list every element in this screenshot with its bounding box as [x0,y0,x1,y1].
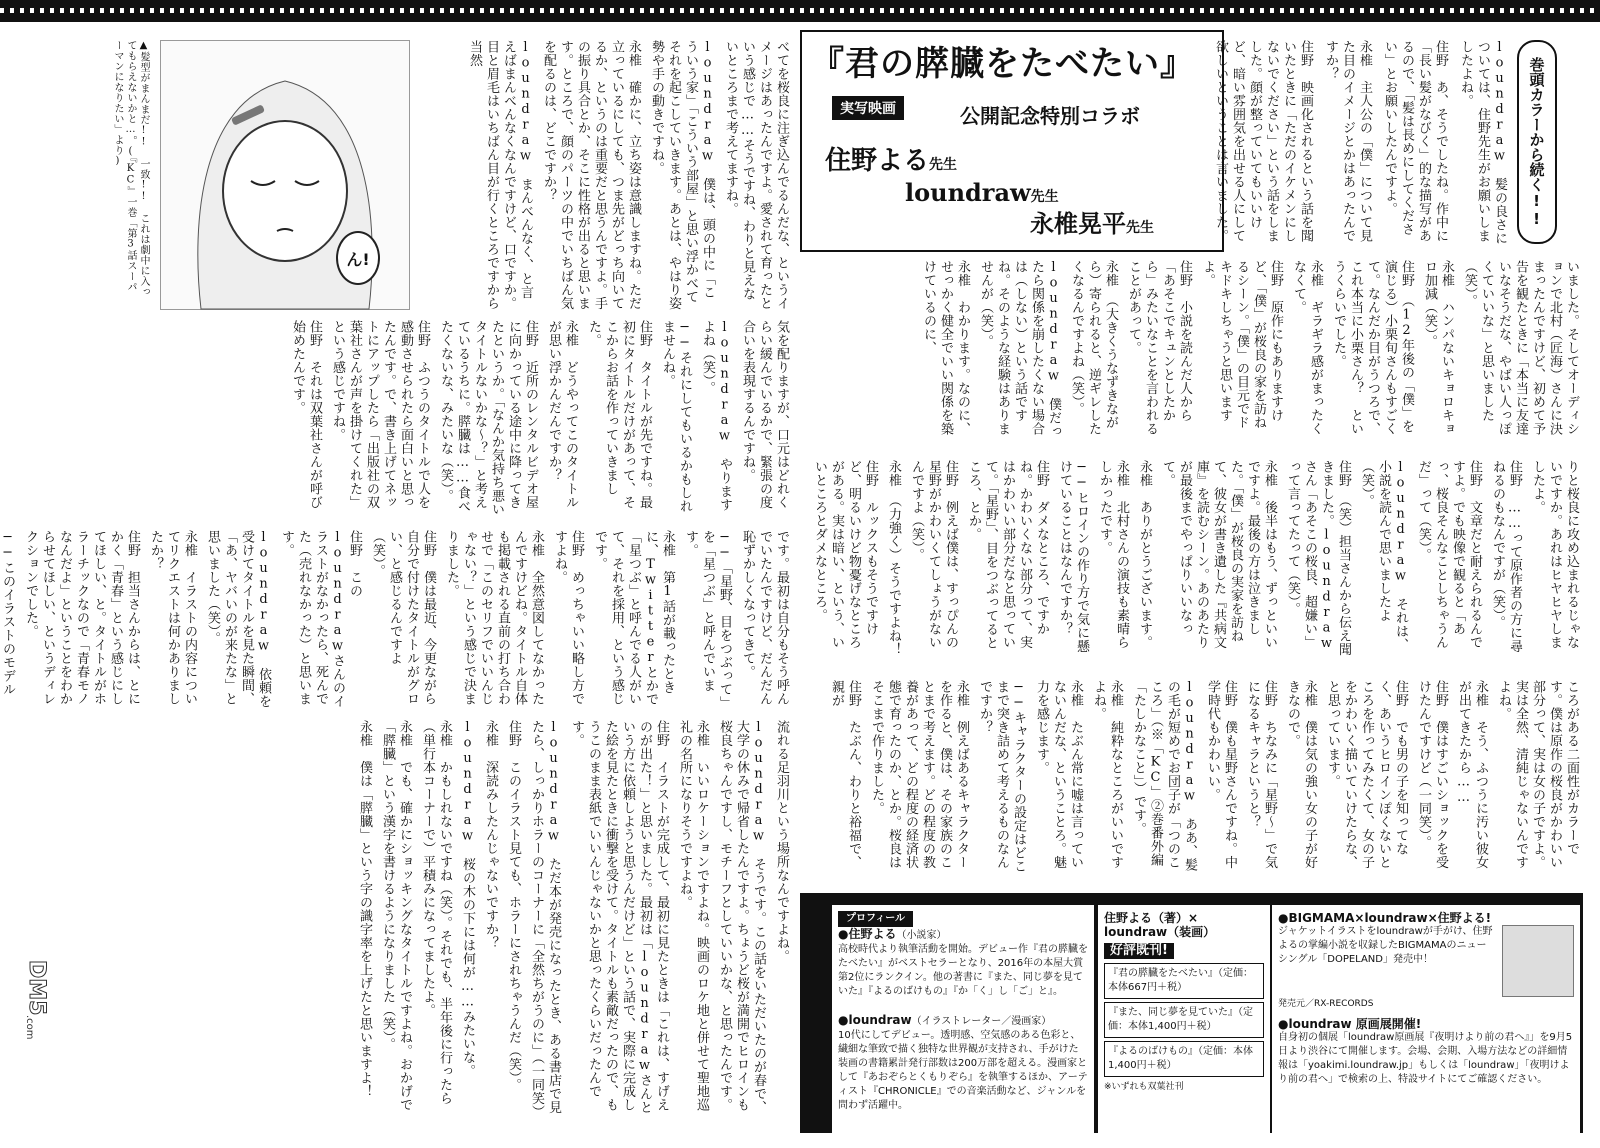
paragraph: 永椎 ありがとうございます。 [1137,460,1152,649]
paragraph: 住野 めっちゃいい略し方ですよね。 [552,530,584,706]
feature-subtitle: 公開記念特別コラボ [960,104,1140,128]
exhibit-text: 自身初の個展「loundraw原画展『夜明けより前の君へ』」を9月5日より渋谷にて開催します。会場、会期、入場方法などの詳細情報は「yoakimi.loundraw.jp」もしくは「loundraw」「夜明けより前の君へ」で検索の上、特設サイトにてご確認ください。 [1278,1032,1573,1085]
paragraph: 永椎 （大きくうなずきながら）寄られると、逆ギレしたくなるんですよね（笑）。 [1069,260,1118,436]
paragraph: loundraw やりますよね（笑）。 [700,320,732,512]
text-block-left-tier3 [40,720,790,1120]
profile-text-loundraw: 10代にしてデビュー。透明感、空気感のある色彩と、繊細な筆致で描く独特な世界観が支持され、手がけた装画の書籍累計発行部数は200万部を超える。漫画家として『あおぞらとくもりぞら』を執筆するほか、アーティスト『CHRONICLE』での音楽活動など、ジャンルを問わず活躍中。 [838,1030,1088,1111]
paragraph: 住野 担当さんからは、とにかく「青春」という感じにしてほしい、と。タイトルがホラーチックなので「青春モノなんだよ」ということをわからせてほしい、というディレクションでした。 [23,530,140,706]
paragraph: 住野 ルックスもそうですけど、明るいけど物憂げなところがある。実は暗い、という、いいところとダメなところ。 [812,460,878,649]
paragraph: ころがある二面性がカラーです。僕は原作の桜良がかわいい部分って、実は女の子ですよ。実は全然、清純じゃないんですよね。 [1496,680,1579,869]
books-badge: 好評既刊! [1104,943,1174,959]
paragraph: 住野 このloundrawさんのイラストがなかったら、死んでた（売れなかった）と思います。 [279,530,362,708]
paragraph: 永椎 第1話が載ったときに、Twitterとかで「星つぶ」と呼んでる人がいて、それを採用、という感じです。 [592,530,675,706]
profile-name-sumino: ●住野よる [838,927,897,941]
book-item: 『君の膵臓をたべたい』（定価：本体667円＋税） [1104,963,1264,999]
paragraph: 住野 文章だと耐えられるんですよ。でも映像で観ると「あっ、桜良そんなことしちゃうんだ」って（笑）。 [1416,460,1482,649]
illustration-caption: ▲髪型がまんまだ!! 一致!! これは劇中に入ってもらえないかと…。(『KC』一巻「第3話スーパーマンになりたい」より) [112,40,149,297]
text-block-right-top [1213,40,1508,255]
speech-bubble: ん! [336,231,380,285]
paragraph: loundraw 僕だったら関係を崩したくない場合は（しない）という話ですね。そのような経験はありませんが（笑）。 [978,260,1061,438]
watermark-text: DM5 [24,960,49,1016]
collab-text: ジャケットイラストをloundrawが手がけ、住野よるの掌編小説を収録したBIGMAMAのニューシングル「DOPELAND」発売中！ [1278,926,1493,965]
paragraph: 気を配りますが、口元はどれくらい緩んでいるかで、緊張の度合いを表現するんですね。 [740,320,789,509]
paragraph: 住野 （笑）担当さんから伝え聞きました。loundrawさん「あそこの桜良、超嫌い」って言ってたって（笑）。 [1285,460,1351,656]
feature-title: 『君の膵臓をたべたい』 [810,44,1195,84]
paragraph: 永椎 全然意図してなかったんですけどね。タイトル自体も掲載される直前の打ち合わせで「このセリフでいいんじゃない？」という感じで決まりました。 [444,530,544,706]
paragraph: 住野 （12年後の「僕」を演じる）小栗旬さんもすごくて。なんだか目がうつろで、これ本当に小栗さん？ というくらいでした。 [1331,260,1414,436]
paragraph: ──それにしてもいるかもしれませんね。 [660,320,692,513]
paragraph: 永椎 深読みしたんじゃないですか？ [483,720,498,950]
paragraph: 流れる足羽川という場所なんですよね。 [774,720,789,963]
paragraph: 住野 ……って原作者の方に尋ねるのもなんですが（笑）。 [1490,460,1522,653]
paragraph: 住野 タイトルが先ですね。最初にタイトルだけがあって、そこからお話を作っていきました。 [586,320,652,509]
author-nagashii: 永椎晃平先生 [1030,209,1154,238]
paragraph: 永椎 僕は「膵臓」という字の識字率を上げたと思いますよ！ [357,720,372,1098]
dopeland-jacket-image [1502,925,1574,997]
watermark-sub: .com [24,1015,35,1041]
paragraph: 永椎 （力強く）そうですよね！ [886,460,901,656]
paragraph: loundraw ただ本が発売になったとき、ある書店で見たら、しっかりホラーのコーナーに「全然ちがうのに」（一同笑） [529,720,561,1119]
continued-banner: 巻頭カラーから続く!! [1517,40,1557,244]
paragraph: 永椎 北村さんの演技も素晴らしかったです。 [1097,460,1129,649]
text-block-left-top [420,40,790,310]
paragraph: ──「星野、目をつぶって」を「星つぶ」と呼んでいます。 [683,530,732,710]
paragraph: loundraw 桜の木の下には何が……みたいな。 [460,720,475,1078]
paragraph: 永椎 純粋なところがいいですよね。 [1091,680,1123,869]
feature-tag: 実写映画 [832,96,904,120]
paragraph: 永椎 でも、確かにショッキングなタイトルですよね。おかげで「膵臓」という漢字を書けるようになりました（笑）。 [380,720,412,1112]
paragraph: 住野 映画化されるという話を聞いたときに「ただのイケメンにしないでください」という話をしました。顔が整っていてもいいけど、暗い雰囲気を出せる人にして欲しいということは言いました。 [1213,40,1313,243]
paragraph: 永椎 主人公の「僕」について見た目のイメージとかはあったんですか？ [1323,40,1372,243]
profile-role-sumino: （小説家） [896,930,947,941]
text-block-left-tier2 [0,530,790,710]
text-block-right-tier1 [840,260,1580,440]
paragraph: 住野 たぶん、わりと裕福で、親が [829,680,861,869]
manga-panel-illustration [160,40,410,310]
profile-panel [832,905,1094,1137]
paragraph: 永椎 例えばあるキャラクターを作ると、僕は、その家族のことまで考えます。どの程度の教養があって、どの程度の経済状態で育ったのか、とか。桜良はそこまで作りました。 [869,680,969,869]
text-block-left-tier1 [40,320,790,520]
profile-label: プロフィール [838,911,913,927]
paragraph: べてを桜良に注ぎ込んでるんだな、というイメージはあったんですよ。愛されて育ったという感じで……そうですね、わりと見えないところまで考えてますね。 [723,40,789,310]
text-block-right-tier3 [829,680,1580,880]
paragraph: loundraw 僕は、頭の中に「こういう家」「こういう部屋」と思い浮かべてそれを起こしていきます。あとは、やはり姿勢や手の動きですね。 [649,40,715,310]
paragraph: 住野 ふつうのタイトルで人を感動させられたら面白いと思ったんです。で、書き上げてネットにアップしたら「出版社の双葉社さんが声を掛けてくれた」という感じですね。 [330,320,430,509]
paragraph: 永椎 イラストの内容についてリクエストは何かありましたか？ [148,530,197,706]
paragraph: 永椎 わかります。なのに、せっかく健全でいい関係を築けているのに、 [921,260,970,436]
paragraph: 住野 原作にもありますけど、「僕」が桜良の家を訪ねるシーン。「僕」の目元でドキドキしちゃうと思いますよ。 [1200,260,1283,429]
text-block-right-tier2 [812,460,1580,660]
books-note: ※いずれも双葉社刊 [1104,1082,1184,1092]
collab-header: ●BIGMAMA×loundraw×住野よる! [1278,911,1492,925]
top-dotted-border [0,0,1600,22]
paragraph: いました。そしてオーディションで北村（匠海）さんに決まったんですけど、初めて予告を観たときに「本当に友達いなそうだな、やばい人っぽくていいな」と思いました（笑）。 [1462,260,1579,436]
paragraph: 住野 近所のレンタルビデオ屋に向かっている途中に降ってきたというか。「なんか気持ち悪いタイトルないかな～？」と考えているうちに。膵臓は……食べたくないな、みたいな（笑）。 [438,320,538,516]
paragraph: 住野 小説を読んだ人から「あそこでキュンとしたから」みたいなことを言われることがあって。 [1126,260,1192,436]
paragraph: 永椎 そう、ふつうに汚い彼女が出てきたから…… [1456,680,1488,869]
paragraph: 住野 イラストが完成して、最初に見たときは「これは、すげえのが出た！」と思いました。最初は「loundrawさんという方に依頼しようと思うんだけど」という話で、実際に完成した絵を見たときに衝撃を受けて。タイトルも素敵だったので、もうこのまま表紙でいいんじゃないかと思ったくらいだったんです。 [569,720,669,1114]
profile-role-loundraw: （イラストレーター／漫画家） [911,1016,1052,1027]
paragraph: loundraw 依頼を受けてタイトルを見た瞬間、「あ、ヤバいのが来たな」と思いました（笑）。 [205,530,271,708]
paragraph: ──ヒロインの作り方で気に懸けていることはなんですか？ [1057,460,1089,653]
paragraph: 住野 僕はすごいショックを受けたんですけど（一同笑）。 [1416,680,1448,869]
paragraph: 住野 ダメなところ、ですかね。かわいくない部分って、実はかわいい部分だなと思っていて。「星野」、目をつぶってるところ、とか。 [966,460,1049,650]
author-sumino: 住野よる先生 [825,146,958,176]
paragraph: 住野 あ、そうでしたね。作中に「長い髪がなびく」的な描写があるので、「髪は長めにしてください」とお願いしたんですよ。 [1382,40,1448,243]
paragraph: loundraw 髪の良さについては、住野先生がお願いしましたよね。 [1458,40,1507,245]
paragraph: 住野 僕も星野さんですね。中学時代もかわいい。 [1205,680,1237,869]
exhibit-header: ●loundraw 原画展開催! [1278,1017,1422,1031]
paragraph: 永椎 ギラギラ感がまったくなくて。 [1291,260,1323,436]
paragraph: です。最初は自分もそう呼んでいたんですけど、だんだん恥ずかしくなってきて。 [740,530,789,706]
paragraph: loundraw ああ、髪の毛が短めでお団子が「つのこころ」（※「KC」②巻番外編「たしかなこと」）です。 [1131,680,1197,872]
paragraph: ──キャラクターの設定はどこまで突き詰めて考えるものなんですか？ [977,680,1026,873]
books-header: 住野よる（著）× loundraw（装画） [1104,911,1216,939]
profile-name-loundraw: ●loundraw [838,1013,912,1027]
paragraph: loundraw それは、小説を読んで思いましたよ（笑）。 [1359,460,1408,652]
paragraph: 住野 例えば僕は、すっぴんの星野がかわいくてしょうがないんですよ（笑）。 [909,460,958,649]
dm5-watermark-logo [24,960,49,1040]
paragraph: 永椎 いいロケーションですよね。映画のロケ地と併せて聖地巡礼の名所になりそうですよね。 [677,720,709,1112]
book-item: 『よるのばけもの』（定価：本体1,400円＋税） [1104,1041,1264,1077]
paragraph: loundraw まんべんなく、と言えばまんべんなくなんですけど、口ですか。目と眉毛はいちばん目が行くところですから当然 [467,40,533,310]
paragraph: 住野 ちなみに「星野～」で気になるキャラというと？ [1245,680,1277,869]
paragraph: 永椎 確かに、立ち姿は意識しますね。ただ立っているにしても、つま先がどっち向いてるか、というのは重要だと思うんですよ。手の振り具合とか、そこに性格が出ると思います。ところで、顔のパーツの中でいちばん気を配るのは、どこですか？ [541,40,641,310]
paragraph: りと桜良に攻め込まれるじゃないですか。あれはヒヤヒヤしましたよ。 [1530,460,1579,649]
books-panel [1098,905,1270,1137]
profile-text-sumino: 高校時代より執筆活動を開始。デビュー作『君の膵臓をたべたい』がベストセラーとなり、2016年の本屋大賞第2位にランクイン。他の著書に『また、同じ夢を見ていた』『よるのばけもの』『か「く」し「ご」と』。 [838,944,1088,997]
paragraph: 住野 でも男の子を知ってなく、あいうヒロインぽくないところを作ってみたくて、女の子をかわいく描いていけたらな、と思っています。 [1325,680,1408,869]
collab-label: 発売元／RX-RECORDS [1278,999,1374,1009]
paragraph: 永椎 かもしれないですね（笑）。それでも、半年後に行ったら（単行本コーナーで）平積みになってましたよ。 [420,720,452,1105]
author-loundraw: loundraw先生 [905,178,1059,207]
paragraph: 永椎 僕は気の強い女の子が好きなので。 [1285,680,1317,869]
paragraph: 永椎 後半はもう、ずっといいですよ。最後の方は泣きました。「僕」が桜良の実家を訪ねて、彼女が書き遺した『共病文庫』を読むシーン。あのあたりが最後までやっぱりいいなって。 [1160,460,1277,649]
paragraph: 永椎 ハンパないキョロキョロ加減（笑）。 [1422,260,1454,436]
paragraph: 住野 それは双葉社さんが呼び始めたんです。 [290,320,322,509]
paragraph: 永椎 どうやってこのタイトルが思い浮かんだんですか？ [546,320,578,509]
events-panel [1272,905,1580,1137]
book-item: 『また、同じ夢を見ていた』（定価：本体1,400円＋税） [1104,1002,1264,1038]
paragraph: 住野 僕は最近、今更ながら自分で付けたタイトルがグロい、と感じるんですよ（笑）。 [370,530,436,706]
paragraph: 住野 このイラスト見ても、ホラーにされちゃうんだ（笑）。 [506,720,521,1092]
paragraph: ──このイラストのモデル [0,530,15,696]
paragraph: loundraw そうです。この話をいただいたのが春で、大学の休みで帰省したんですよ。ちょうど桜が満開でヒロインも桜良ちゃんですし、モチーフとしていいかな、と思ったんです。 [717,720,766,1114]
paragraph: 永椎 たぶん常に嘘は言っていないんだな、ということろ。魅力を感じます。 [1034,680,1083,869]
